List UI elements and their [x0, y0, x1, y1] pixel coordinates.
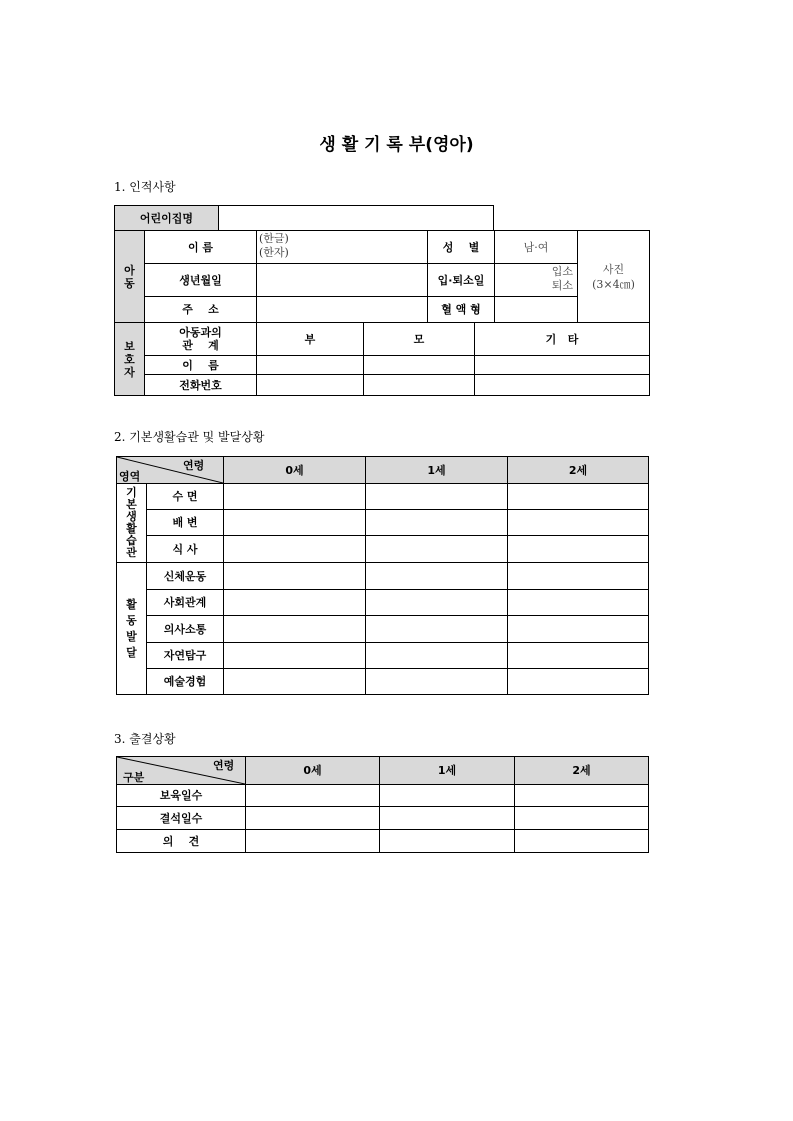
age-corner-label: 연령: [183, 459, 205, 472]
habit-row-sleep: 수 면: [172, 490, 198, 503]
guardian-name-label: 이 름: [182, 358, 219, 372]
name-hints: (한글) (한자): [259, 232, 289, 259]
section1-heading: 1. 인적사항: [114, 180, 176, 194]
blood-type-field[interactable]: [495, 297, 577, 322]
activity-row-nature: 자연탐구: [163, 649, 207, 662]
blood-type-label: 혈 액 형: [441, 303, 481, 316]
enter-exit-field[interactable]: 입소 퇴소: [551, 265, 573, 292]
age-2-header: 2세: [568, 463, 588, 477]
activity-row-art: 예술경험: [163, 675, 207, 688]
child-name-label: 이 름: [187, 240, 214, 254]
absence-days-row: 결석일수: [159, 811, 203, 825]
other-header: 기 타: [545, 332, 579, 346]
father-name-field[interactable]: [257, 356, 363, 374]
area-corner-label: 영역: [119, 470, 141, 483]
activity-row-communication: 의사소통: [163, 622, 207, 636]
gender-value[interactable]: 남·여: [523, 240, 549, 254]
other-name-field[interactable]: [475, 356, 649, 374]
habit-row-toilet: 배 변: [172, 516, 198, 529]
birth-field[interactable]: [257, 264, 427, 296]
opinion-row: 의 견: [162, 834, 200, 848]
section2-heading: 2. 기본생활습관 및 발달상황: [114, 430, 265, 444]
habit-row-meal: 식 사: [172, 542, 198, 556]
enter-exit-label: 입·퇴소일: [437, 273, 485, 287]
attendance-age-0-header: 0세: [303, 764, 322, 777]
relation-label: 아동과의 관 계: [179, 326, 222, 352]
address-label: 주 소: [182, 303, 219, 316]
child-group-label: 아 동: [115, 231, 145, 322]
attendance-category-corner-label: 구분: [123, 771, 145, 784]
mother-header: 모: [413, 332, 425, 346]
photo-box: 사진 (3×4㎝): [592, 262, 635, 291]
gender-label: 성 별: [442, 240, 480, 254]
birth-label: 생년월일: [179, 273, 222, 287]
section3-heading: 3. 출결상황: [114, 732, 176, 746]
activity-row-social: 사회관계: [163, 596, 207, 609]
child-name-field[interactable]: [257, 231, 427, 263]
care-days-row: 보육일수: [159, 789, 203, 802]
center-name-label: 어린이집명: [114, 205, 219, 231]
basic-habits-group: 기 본 생 활 습 관: [126, 486, 137, 559]
age-1-header: 1세: [427, 463, 446, 477]
attendance-age-corner-label: 연령: [213, 759, 235, 772]
address-field[interactable]: [257, 297, 427, 322]
mother-phone-field[interactable]: [364, 375, 474, 395]
page-title: 생 활 기 록 부(영아): [319, 135, 474, 155]
phone-label: 전화번호: [179, 378, 222, 392]
center-name-field[interactable]: [218, 205, 494, 231]
guardian-group-label: 보 호 자: [115, 323, 145, 395]
attendance-age-2-header: 2세: [572, 764, 591, 777]
father-phone-field[interactable]: [257, 375, 363, 395]
other-phone-field[interactable]: [475, 375, 649, 395]
mother-name-field[interactable]: [364, 356, 474, 374]
age-0-header: 0세: [285, 463, 304, 477]
activity-development-group: 활 동 발 달: [126, 597, 137, 659]
father-header: 부: [304, 332, 316, 346]
attendance-age-1-header: 1세: [437, 764, 457, 777]
activity-row-physical: 신체운동: [163, 569, 207, 583]
